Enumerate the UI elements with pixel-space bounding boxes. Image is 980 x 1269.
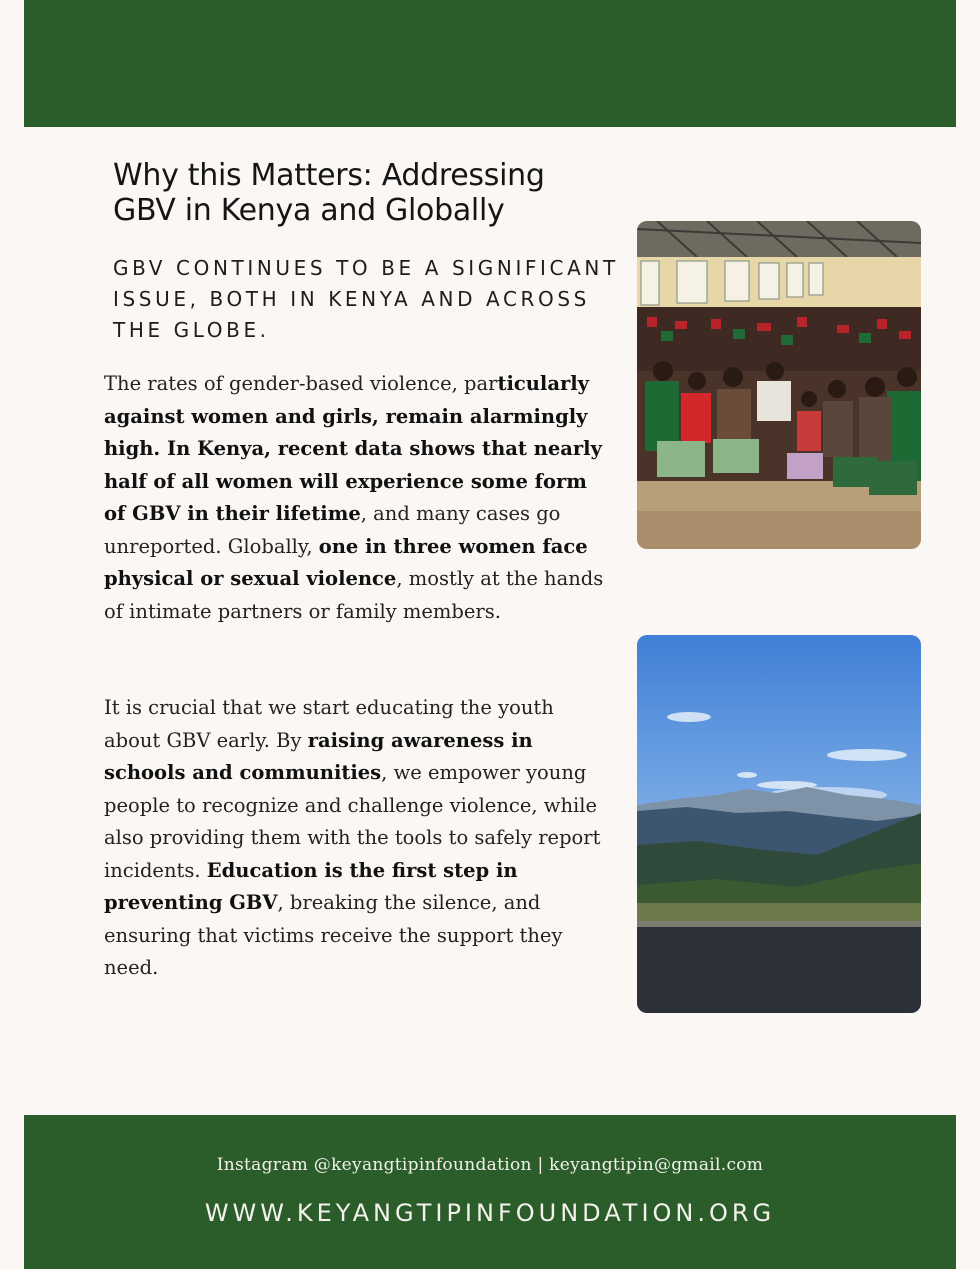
paragraph-bold-segment: one in three women face physical or sexual violence [104, 534, 588, 590]
page-title: Why this Matters: Addressing GBV in Kenya and Globally [113, 158, 545, 228]
landscape-photo [637, 635, 921, 1013]
header-band [24, 0, 956, 127]
paragraph-segment: , we empower young people to recognize and challenge violence, while also providing them with the tools to safely report incidents. [104, 761, 601, 882]
paragraph-bold-segment: ticularly against women and girls, remain alarmingly high. In Kenya, recent data shows that nearly half of all women will experience some form of GBV in their lifetime [104, 372, 602, 525]
paragraph-bold-segment: raising awareness in schools and communities [104, 728, 533, 784]
contact-info: Instagram @keyangtipinfoundation | keyangtipin@gmail.com [216, 1155, 764, 1175]
website-url[interactable]: WWW.KEYANGTIPINFOUNDATION.ORG [204, 1199, 776, 1227]
paragraph-segment: , and many cases go unreported. Globally, [104, 502, 561, 558]
paragraph-segment: The rates of gender-based violence, par [104, 372, 498, 395]
paragraph-segment: It is crucial that we start educating the youth about GBV early. By [104, 696, 554, 752]
paragraph-gbv-rates [104, 368, 604, 628]
paragraph-education [104, 692, 604, 985]
paragraph-segment: , breaking the silence, and ensuring that victims receive the support they need. [104, 891, 563, 979]
paragraph-bold-segment: Education is the first step in preventing GBV [104, 858, 518, 914]
classroom-photo [637, 221, 921, 549]
subtitle: GBV CONTINUES TO BE A SIGNIFICANT ISSUE, BOTH IN KENYA AND ACROSS THE GLOBE. [113, 256, 619, 342]
footer-band [24, 1115, 956, 1269]
paragraph-segment: , mostly at the hands of intimate partners or family members. [104, 567, 604, 623]
